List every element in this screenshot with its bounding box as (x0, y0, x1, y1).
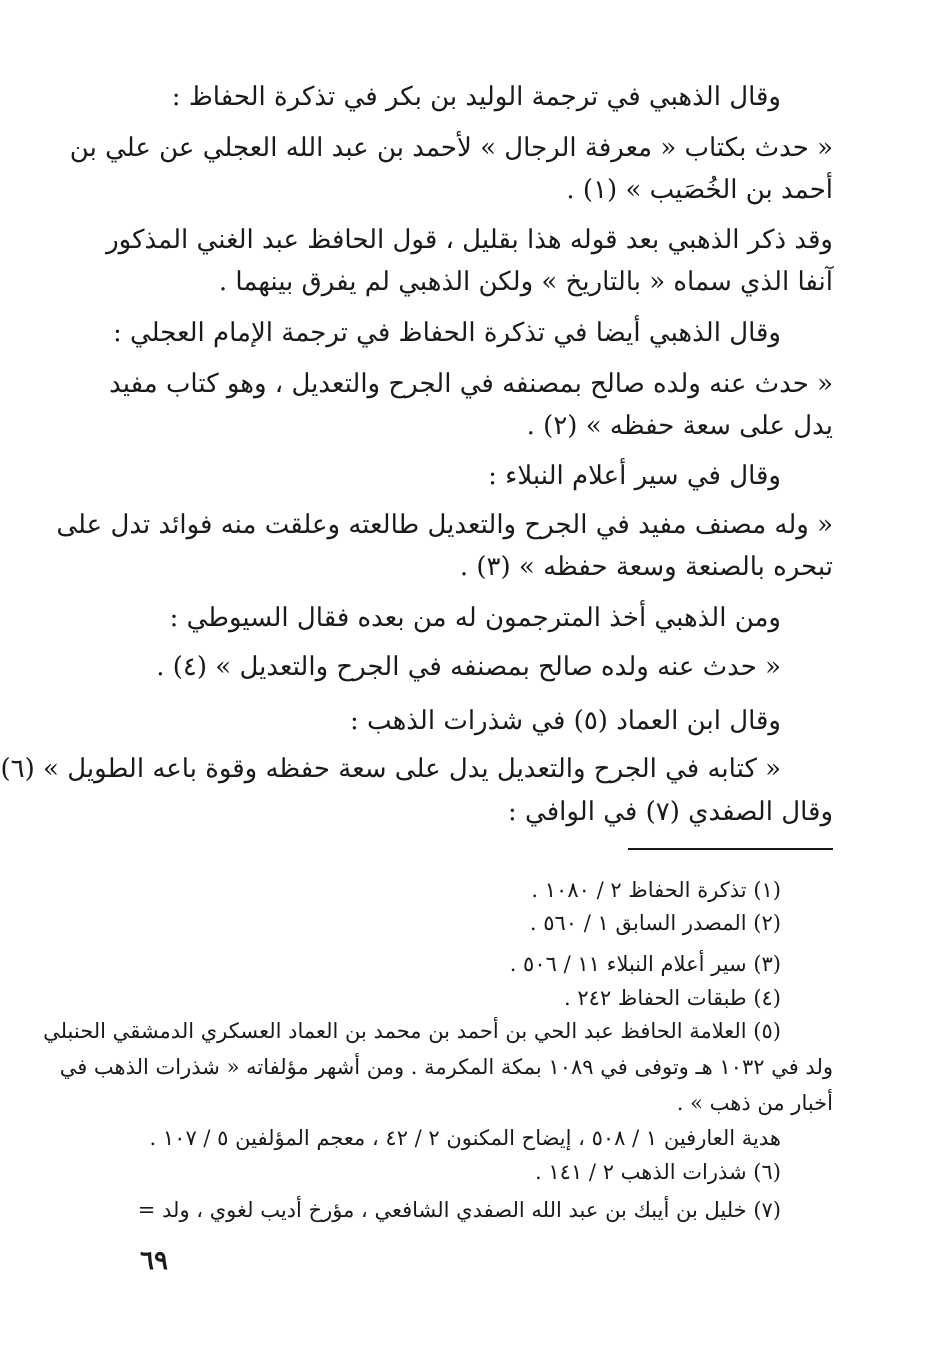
footnote-line: (٤) طبقات الحفاظ ٢٤٢ . (564, 986, 781, 1010)
footnote-line: أخبار من ذهب » . (676, 1091, 833, 1115)
body-line: « حدث عنه ولده صالح بمصنفه في الجرح والتعديل » (٤) . (156, 652, 781, 682)
footnote-line: (٢) المصدر السابق ١ / ٥٦٠ . (529, 911, 781, 935)
page-number: ٦٩ (140, 1246, 168, 1276)
body-line: يدل على سعة حفظه » (٢) . (526, 411, 833, 441)
body-line: « كتابه في الجرح والتعديل يدل على سعة حفظه وقوة باعه الطويل » (٦) (0, 754, 781, 784)
footnote-line: (٦) شذرات الذهب ٢ / ١٤١ . (535, 1160, 781, 1184)
body-line: ومن الذهبي أخذ المترجمون له من بعده فقال السيوطي : (169, 603, 781, 633)
body-line: وقال الذهبي أيضا في تذكرة الحفاظ في ترجمة الإمام العجلي : (112, 318, 781, 348)
body-line: وقال في سير أعلام النبلاء : (488, 461, 781, 491)
body-line: « حدث عنه ولده صالح بمصنفه في الجرح والتعديل ، وهو كتاب مفيد (109, 369, 833, 399)
body-line: « وله مصنف مفيد في الجرح والتعديل طالعته وعلقت منه فوائد تدل على (56, 510, 833, 540)
body-line: وقد ذكر الذهبي بعد قوله هذا بقليل ، قول الحافظ عبد الغني المذكور (106, 225, 833, 255)
body-line: وقال الذهبي في ترجمة الوليد بن بكر في تذكرة الحفاظ : (171, 82, 781, 112)
footnote-separator (628, 848, 833, 850)
body-line: وقال ابن العماد (٥) في شذرات الذهب : (350, 706, 781, 736)
body-line: أحمد بن الخُصَيب » (١) . (566, 175, 833, 205)
body-line: « حدث بكتاب « معرفة الرجال » لأحمد بن عبد الله العجلي عن علي بن (69, 133, 833, 163)
footnote-line: هدية العارفين ١ / ٥٠٨ ، إيضاح المكنون ٢ / ٤٢ ، معجم المؤلفين ٥ / ١٠٧ . (149, 1126, 781, 1150)
footnote-line: (٣) سير أعلام النبلاء ١١ / ٥٠٦ . (509, 952, 781, 976)
body-line: تبحره بالصنعة وسعة حفظه » (٣) . (459, 552, 833, 582)
footnote-line: ولد في ١٠٣٢ هـ وتوفى في ١٠٨٩ بمكة المكرمة . ومن أشهر مؤلفاته « شذرات الذهب في (59, 1055, 833, 1079)
body-line: آنفا الذي سماه « بالتاريخ » ولكن الذهبي لم يفرق بينهما . (218, 267, 833, 297)
footnote-line: (٧) خليل بن أيبك بن عبد الله الصفدي الشافعي ، مؤرخ أديب لغوي ، ولد = (137, 1198, 781, 1222)
footnote-line: (٥) العلامة الحافظ عبد الحي بن أحمد بن محمد بن العماد العسكري الدمشقي الحنبلي (43, 1019, 781, 1043)
footnote-line: (١) تذكرة الحفاظ ٢ / ١٠٨٠ . (531, 878, 781, 902)
body-line: وقال الصفدي (٧) في الوافي : (508, 797, 833, 827)
